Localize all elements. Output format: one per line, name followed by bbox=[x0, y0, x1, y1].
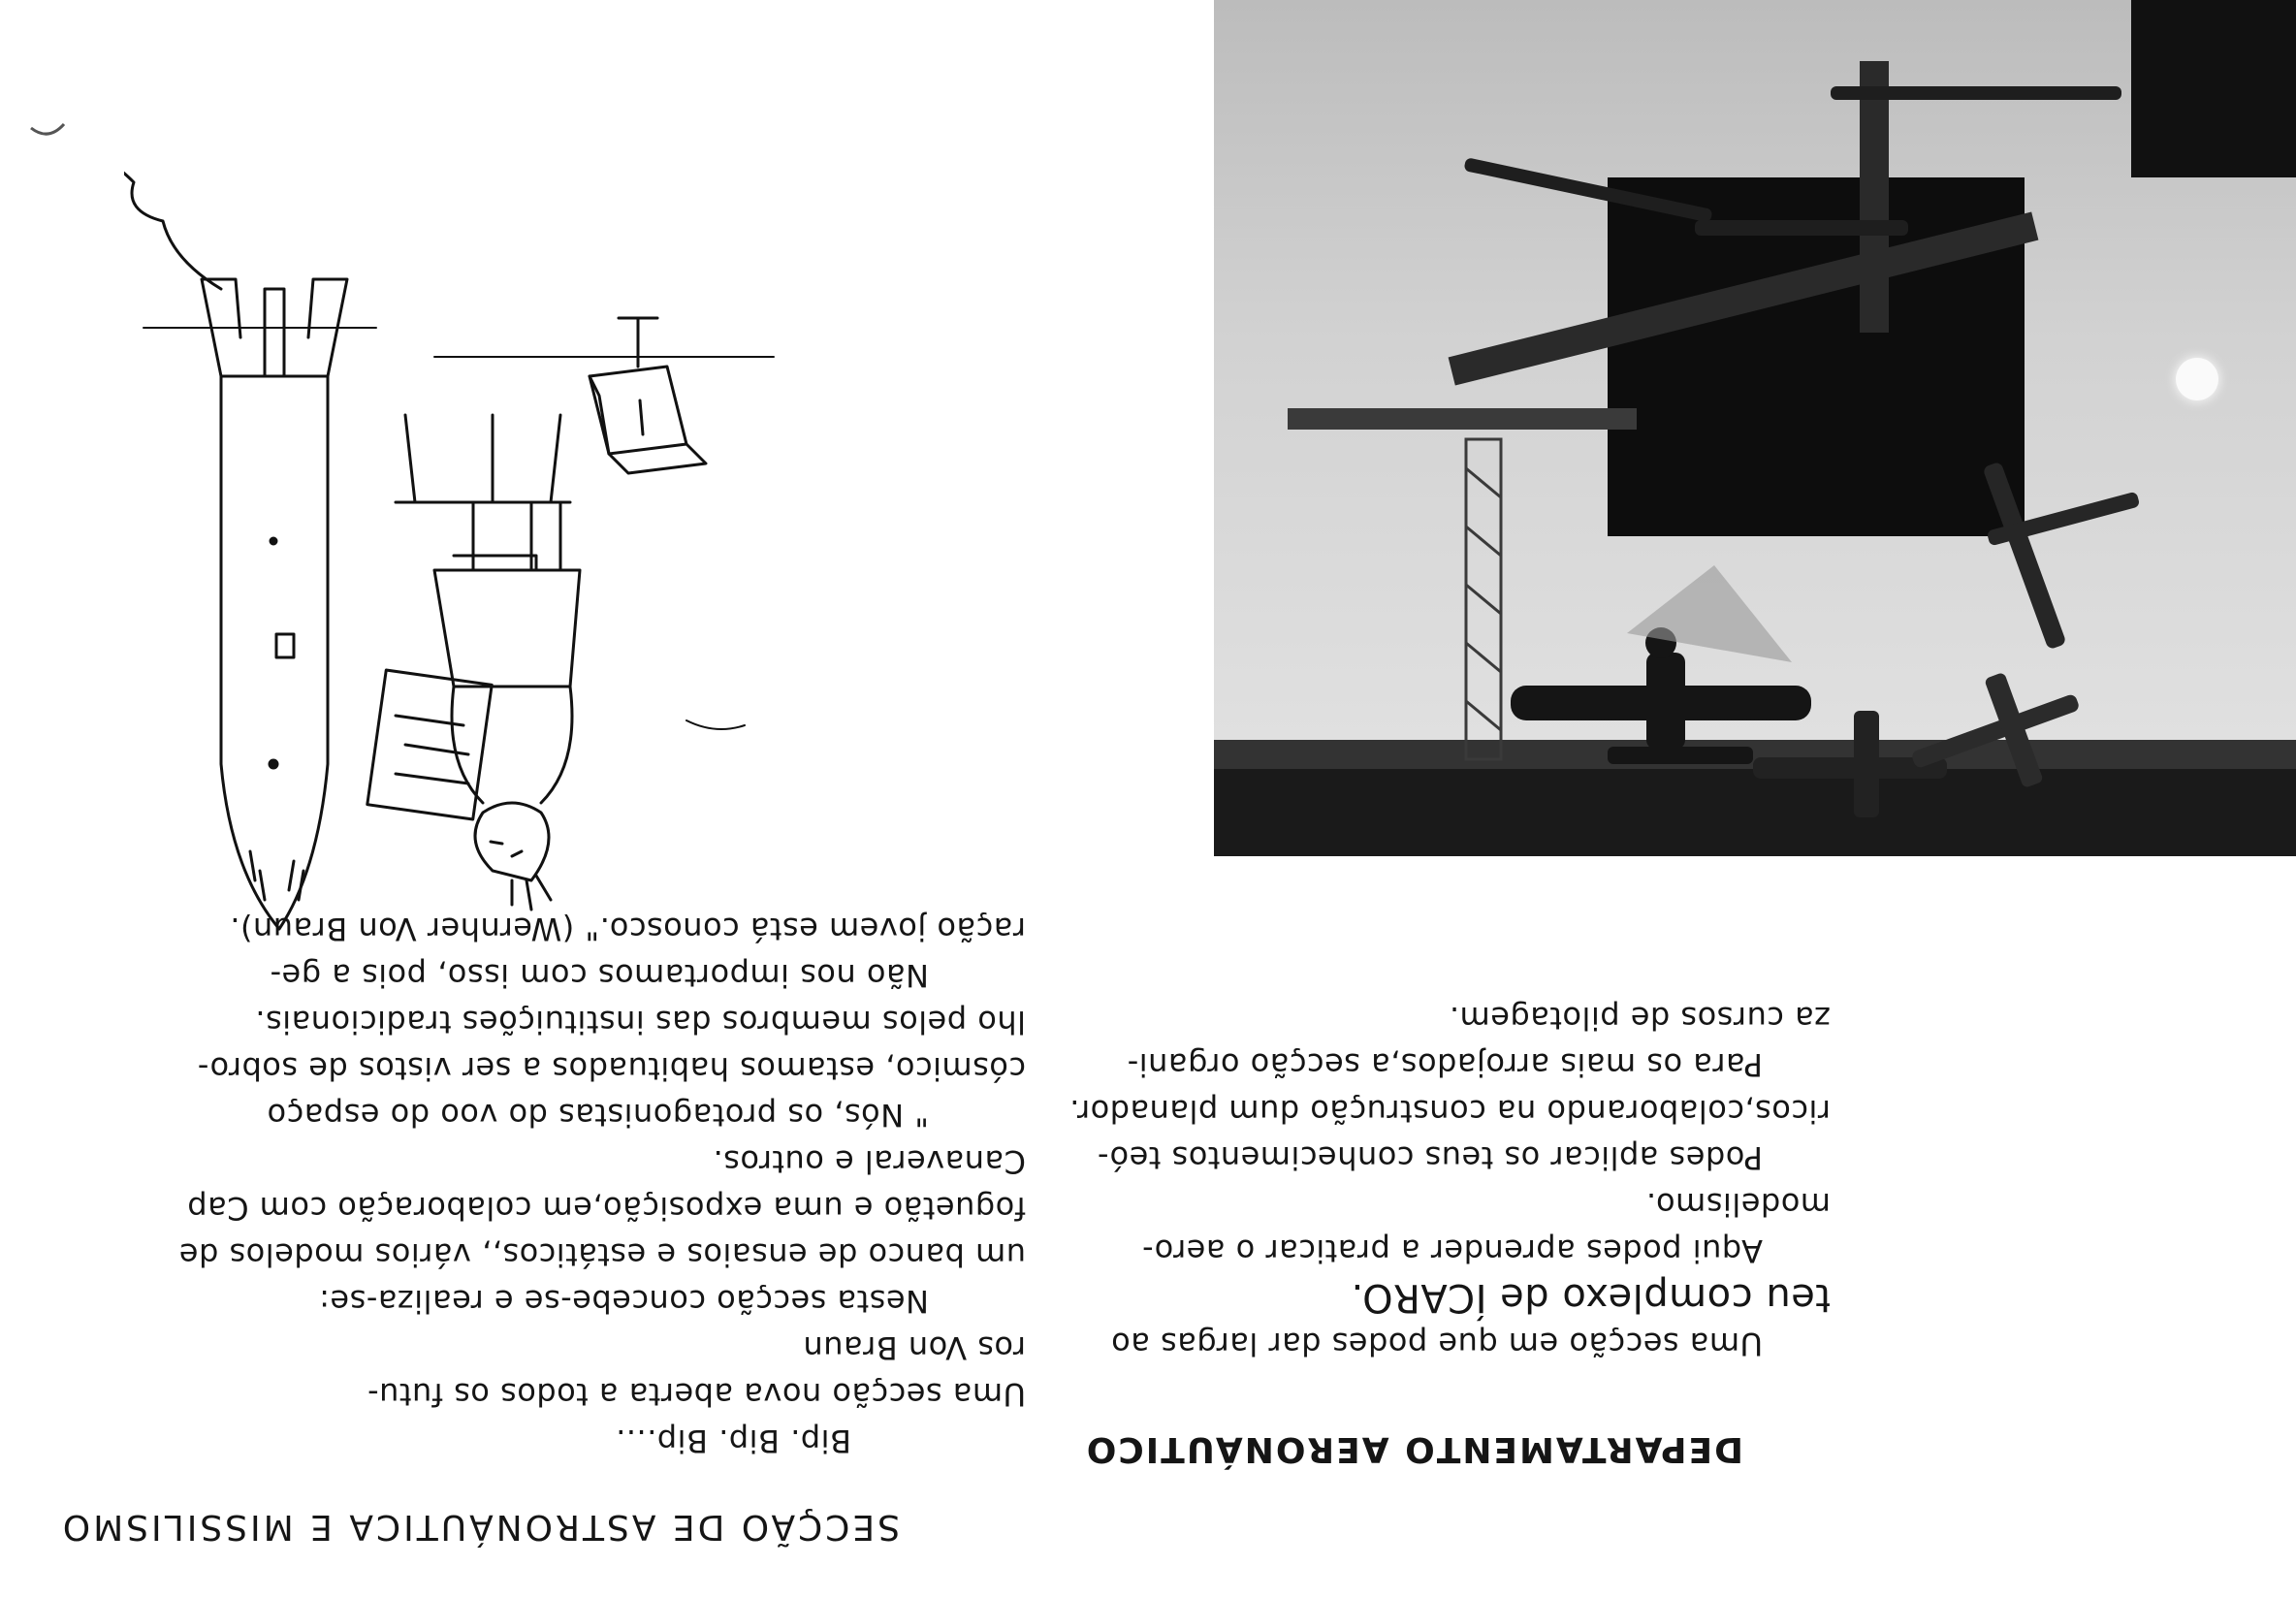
astronautics-line: Uma secção nova aberta a todos os futu- bbox=[367, 1376, 1026, 1413]
bip-line: Bip. Bip. Bip.... bbox=[615, 1422, 851, 1459]
astronautics-line: foguetão e uma exposição,em colaboração com Cap bbox=[186, 1190, 1026, 1227]
astronautics-title: SECÇÃO DE ASTRONÁUTICA E MISSILISMO bbox=[59, 1507, 900, 1547]
control-box-icon bbox=[590, 318, 706, 473]
astronautics-line: Nesta secção concebe-se e realiza-se: bbox=[318, 1283, 929, 1320]
astronautics-line: Canaveral e outros. bbox=[713, 1143, 1026, 1180]
rocket-cartoon bbox=[124, 37, 803, 958]
astronautics-line: um banco de ensaios e estáticos,, vários modelos de bbox=[178, 1236, 1026, 1273]
rocket-icon bbox=[202, 279, 347, 929]
astronautics-line: ros Von Braun bbox=[802, 1329, 1026, 1366]
scientist-icon bbox=[367, 502, 580, 910]
cable-trail bbox=[124, 161, 221, 290]
aeronautics-title: DEPARTAMENTO AERONÁUTICO bbox=[1084, 1429, 1743, 1469]
astronautics-quote-line: Não nos importamos com isso, pois a ge- bbox=[270, 957, 929, 994]
workshop-photo bbox=[1214, 0, 2296, 856]
glider-frame bbox=[1466, 439, 1501, 759]
aeronautics-line: modelismo. bbox=[1645, 1186, 1831, 1223]
aeronautics-line: za cursos de pilotagem. bbox=[1449, 1000, 1831, 1037]
astronautics-quote-line: cósmico, estamos habituados a ser vistos de sobro- bbox=[197, 1050, 1026, 1087]
model-airplanes bbox=[1214, 0, 2296, 856]
astronautics-section bbox=[59, 906, 1036, 1550]
aeronautics-line: Aqui podes aprender a praticar o aero- bbox=[1141, 1232, 1763, 1269]
aeronautics-line: Podes aplicar os teus conhecimentos teó- bbox=[1097, 1139, 1763, 1176]
astronautics-quote-line: " Nós, os protagonistas do voo do espaço bbox=[267, 1097, 929, 1134]
aeronautics-section bbox=[1068, 995, 2025, 1472]
aeronautics-line: teu complexo de ÍCARO. bbox=[1350, 1275, 1831, 1320]
aeronautics-line: Para os mais arrojados,a secção organi- bbox=[1127, 1046, 1763, 1083]
stool bbox=[396, 415, 570, 502]
model-plane-small-3 bbox=[1982, 462, 2140, 651]
astronautics-quote-line: ração jovem está conosco." (Wernher Von Braun). bbox=[229, 911, 1026, 947]
astronautics-quote-line: lho pelos membros das instituições tradicionais. bbox=[254, 1004, 1026, 1040]
aeronautics-line: Uma secção em que podes dar largas ao bbox=[1110, 1326, 1763, 1362]
edge-mark bbox=[27, 114, 66, 144]
ceiling-models bbox=[1463, 86, 2121, 236]
aeronautics-line: ricos,colaborando na construção dum planador. bbox=[1068, 1093, 1831, 1130]
